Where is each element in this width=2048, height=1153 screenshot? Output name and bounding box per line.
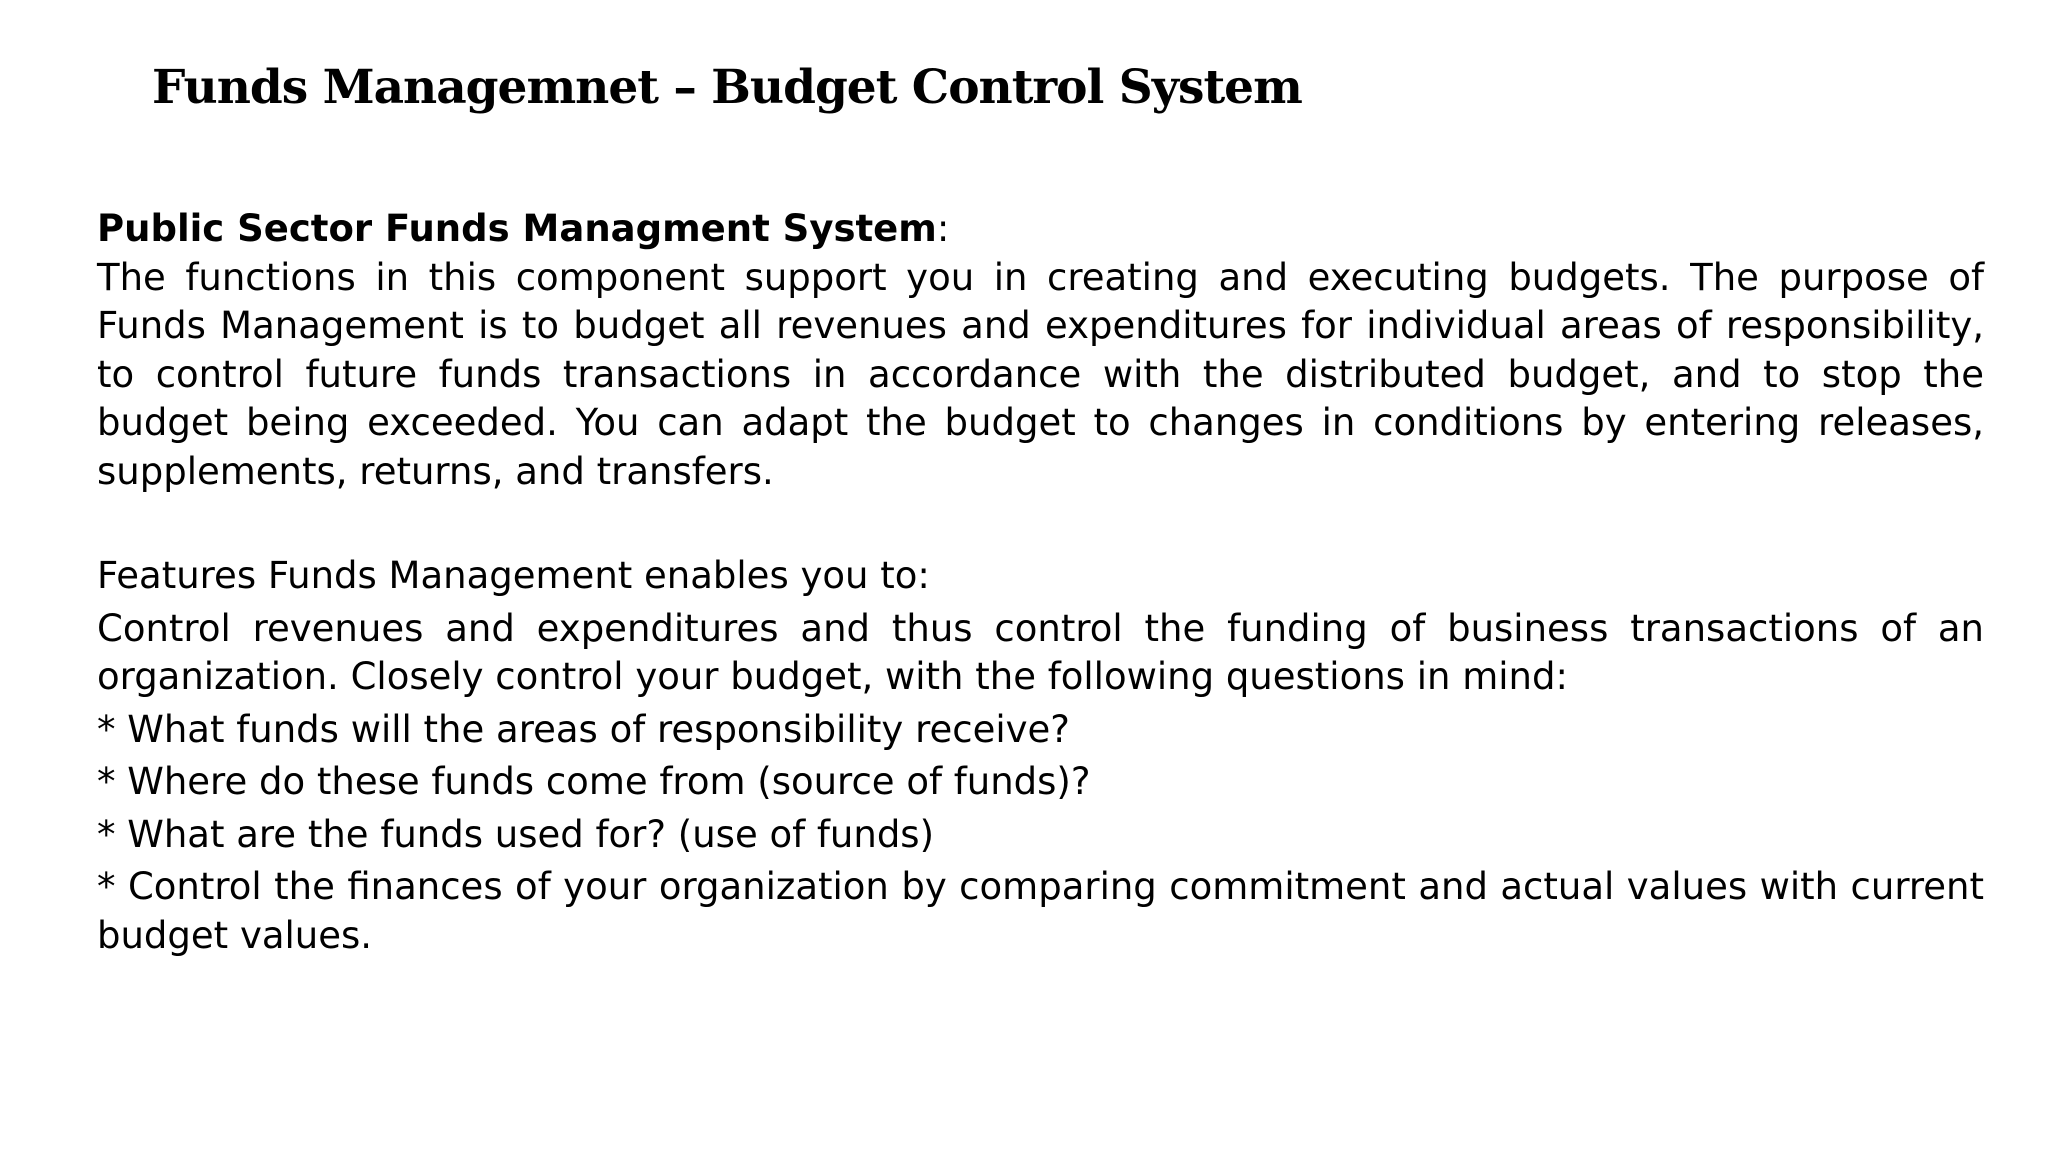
subheading-label: Public Sector Funds Managment System [97,207,937,250]
subheading-colon: : [936,207,950,250]
bullet-item: * What funds will the areas of responsibility receive? [97,707,1070,751]
features-lead: Features Funds Management enables you to: [97,554,930,597]
bullet-item: * What are the funds used for? (use of funds) [97,812,935,856]
slide-content [97,205,1984,964]
bullet-item: * Control the finances of your organization by comparing commitment and actual values with current budget values. [97,865,1984,957]
features-body: Control revenues and expenditures and thus control the funding of business transactions of an organization. Closely control your budget, with the following questions in mind: [97,606,1984,698]
slide-title: Funds Managemnet – Budget Control System [152,60,1302,115]
section-subheading [97,205,1984,254]
bullet-item: * Where do these funds come from (source of funds)? [97,760,1091,803]
intro-paragraph: The functions in this component support you in creating and executing budgets. The purpose of Funds Management is to budget all revenues and expenditures for individual areas of responsibility, to control future funds transactions in accordance with the distributed budget, and to stop the budget being exceeded. You can adapt the budget to changes in conditions by entering releases, supplements, returns, and transfers. [97,255,1984,493]
